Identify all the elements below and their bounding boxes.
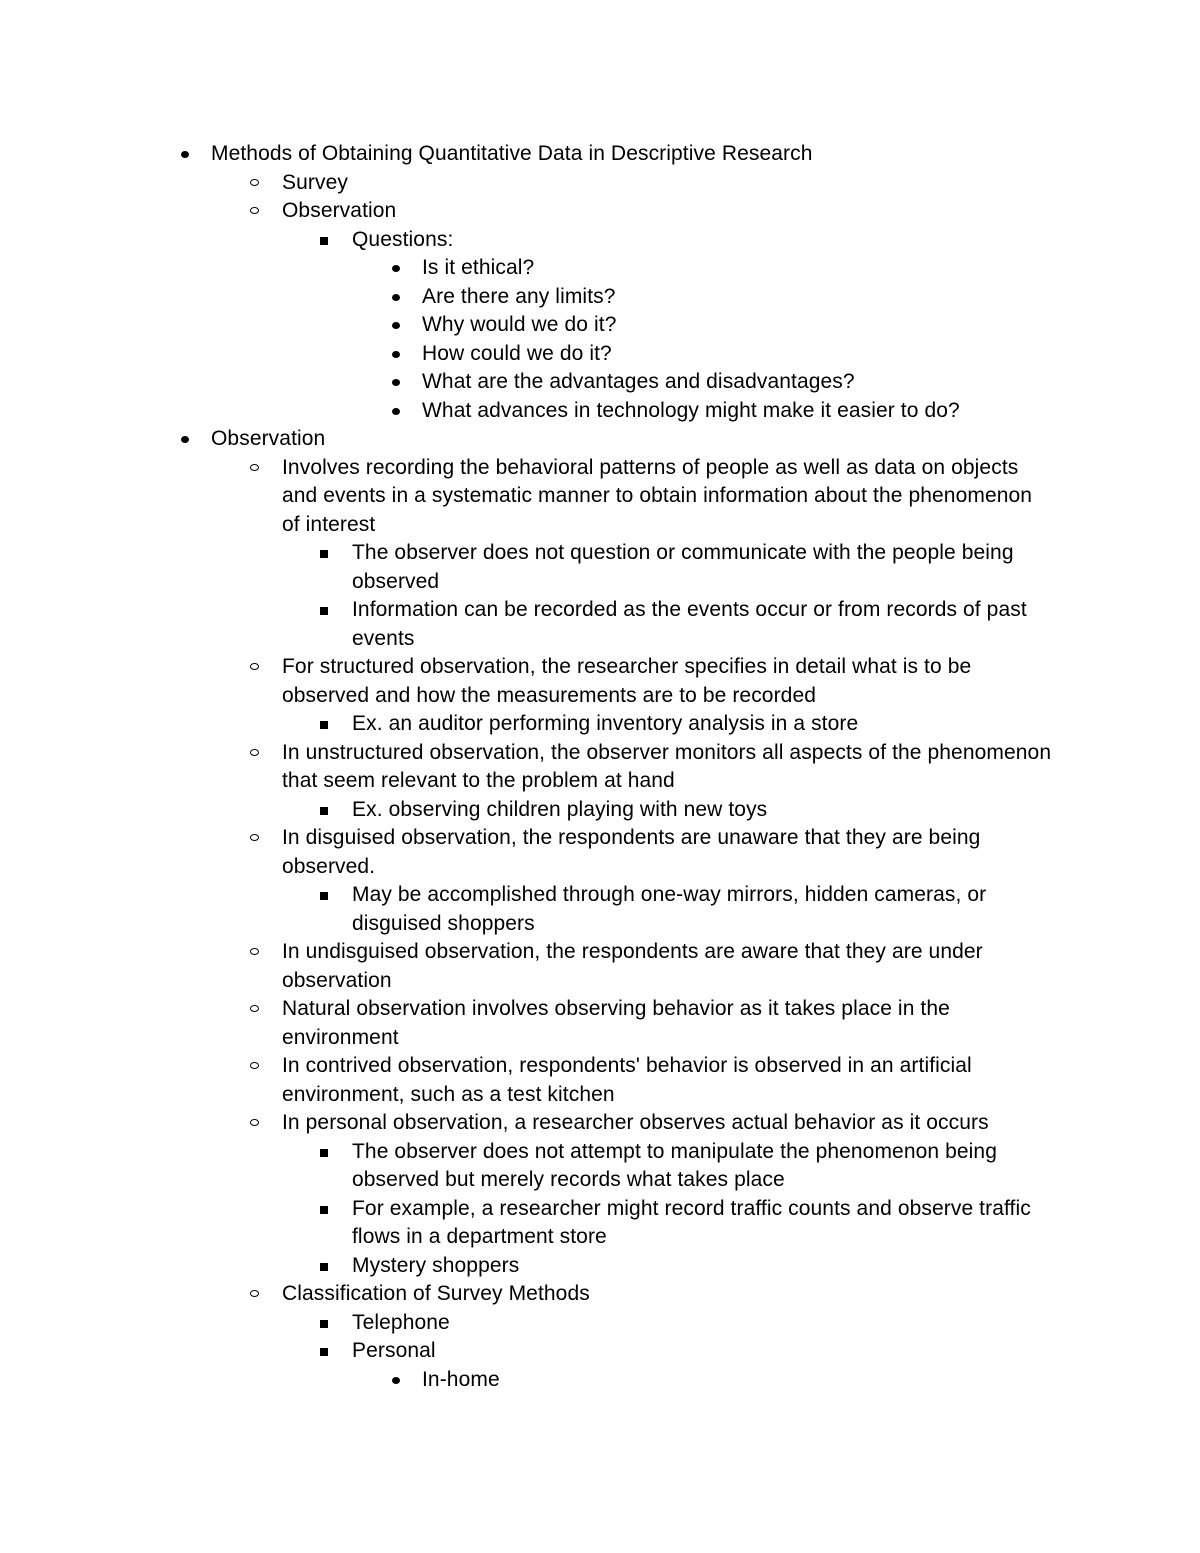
bullet-outline — [0, 140, 1200, 1394]
list-item — [282, 995, 1052, 1052]
list-item-text: In personal observation, a researcher observes actual behavior as it occurs — [282, 1111, 989, 1134]
square-bullet-icon — [318, 226, 338, 255]
disc-bullet-icon — [388, 397, 408, 426]
list-item-text: Mystery shoppers — [352, 1253, 520, 1277]
square-bullet-icon — [318, 539, 338, 568]
list-item-text: Classification of Survey Methods — [282, 1282, 590, 1305]
list-item — [422, 1366, 1052, 1395]
circle-bullet-icon — [248, 653, 268, 682]
list-item — [352, 226, 1052, 255]
circle-bullet-icon — [248, 169, 268, 198]
list-item-text: Observation — [211, 427, 326, 450]
circle-bullet-icon — [248, 454, 268, 483]
list-item — [211, 425, 1051, 454]
disc-bullet-icon — [177, 425, 197, 454]
list-item — [282, 1280, 1052, 1309]
list-item — [352, 539, 1052, 596]
list-item-text: Questions: — [352, 227, 454, 251]
list-item — [422, 368, 1052, 397]
circle-bullet-icon — [248, 739, 268, 768]
list-item-text: Is it ethical? — [422, 256, 535, 279]
list-item-text: Why would we do it? — [422, 313, 617, 336]
square-bullet-icon — [318, 1309, 338, 1338]
list-item-text: Information can be recorded as the events occur or from records of past events — [352, 598, 1027, 650]
list-item — [352, 881, 1052, 938]
list-item — [282, 824, 1052, 881]
list-item-text: Involves recording the behavioral patterns of people as well as data on objects and events in a systematic manner to obtain information about the phenomenon of interest — [282, 455, 1033, 536]
list-item — [352, 710, 1052, 739]
list-item-text: Natural observation involves observing behavior as it takes place in the environment — [282, 997, 950, 1049]
list-item-text: What advances in technology might make it easier to do? — [422, 398, 960, 422]
list-item-text: Ex. observing children playing with new toys — [352, 797, 768, 821]
circle-bullet-icon — [248, 1280, 268, 1309]
square-bullet-icon — [318, 796, 338, 825]
list-item-text: Are there any limits? — [422, 284, 616, 308]
list-item-text: Methods of Obtaining Quantitative Data in Descriptive Research — [211, 142, 813, 165]
square-bullet-icon — [318, 710, 338, 739]
list-item — [282, 1109, 1052, 1138]
list-item — [352, 1252, 1052, 1281]
list-item — [352, 1195, 1052, 1252]
list-item — [211, 140, 1051, 169]
list-item-text: In contrived observation, respondents' behavior is observed in an artificial environment, such as a test kitchen — [282, 1054, 972, 1106]
list-item — [282, 454, 1052, 540]
list-item-text: Telephone — [352, 1310, 450, 1334]
circle-bullet-icon — [248, 938, 268, 967]
list-item-text: How could we do it? — [422, 341, 612, 365]
disc-bullet-icon — [388, 1366, 408, 1395]
list-item — [282, 1052, 1052, 1109]
disc-bullet-icon — [388, 283, 408, 312]
list-item — [352, 1138, 1052, 1195]
square-bullet-icon — [318, 1138, 338, 1167]
list-item — [282, 169, 1052, 198]
list-item-text: In undisguised observation, the respondents are aware that they are under observation — [282, 940, 983, 992]
disc-bullet-icon — [388, 311, 408, 340]
list-item-text: What are the advantages and disadvantages? — [422, 370, 855, 393]
list-item — [422, 340, 1052, 369]
square-bullet-icon — [318, 1252, 338, 1281]
list-item-text: In-home — [422, 1367, 500, 1391]
list-item — [352, 796, 1052, 825]
list-item — [352, 596, 1052, 653]
circle-bullet-icon — [248, 1052, 268, 1081]
list-item-text: Survey — [282, 170, 348, 194]
list-item-text: Ex. an auditor performing inventory analysis in a store — [352, 712, 859, 735]
list-item-text: In unstructured observation, the observer monitors all aspects of the phenomenon that seem relevant to the problem at hand — [282, 740, 1052, 792]
list-item — [282, 653, 1052, 710]
circle-bullet-icon — [248, 1109, 268, 1138]
list-item-text: Observation — [282, 199, 397, 222]
list-item-text: For structured observation, the researcher specifies in detail what is to be observed and how the measurements are to be recorded — [282, 655, 972, 707]
list-item — [282, 197, 1052, 226]
list-item — [422, 311, 1052, 340]
list-item — [352, 1337, 1052, 1366]
disc-bullet-icon — [177, 140, 197, 169]
disc-bullet-icon — [388, 254, 408, 283]
list-item-text: The observer does not attempt to manipulate the phenomenon being observed but merely records what takes place — [352, 1139, 997, 1191]
list-item-text: The observer does not question or communicate with the people being observed — [352, 541, 1014, 593]
list-item-text: For example, a researcher might record traffic counts and observe traffic flows in a department store — [352, 1196, 1031, 1248]
square-bullet-icon — [318, 881, 338, 910]
list-item — [352, 1309, 1052, 1338]
list-item-text: Personal — [352, 1339, 436, 1362]
circle-bullet-icon — [248, 824, 268, 853]
square-bullet-icon — [318, 1195, 338, 1224]
list-item-text: May be accomplished through one-way mirrors, hidden cameras, or disguised shoppers — [352, 883, 987, 935]
square-bullet-icon — [318, 596, 338, 625]
circle-bullet-icon — [248, 197, 268, 226]
list-item — [282, 938, 1052, 995]
list-item — [422, 397, 1052, 426]
disc-bullet-icon — [388, 340, 408, 369]
circle-bullet-icon — [248, 995, 268, 1024]
disc-bullet-icon — [388, 368, 408, 397]
list-item — [422, 254, 1052, 283]
list-item-text: In disguised observation, the respondents are unaware that they are being observed. — [282, 826, 981, 878]
list-item — [282, 739, 1052, 796]
square-bullet-icon — [318, 1337, 338, 1366]
list-item — [422, 283, 1052, 312]
